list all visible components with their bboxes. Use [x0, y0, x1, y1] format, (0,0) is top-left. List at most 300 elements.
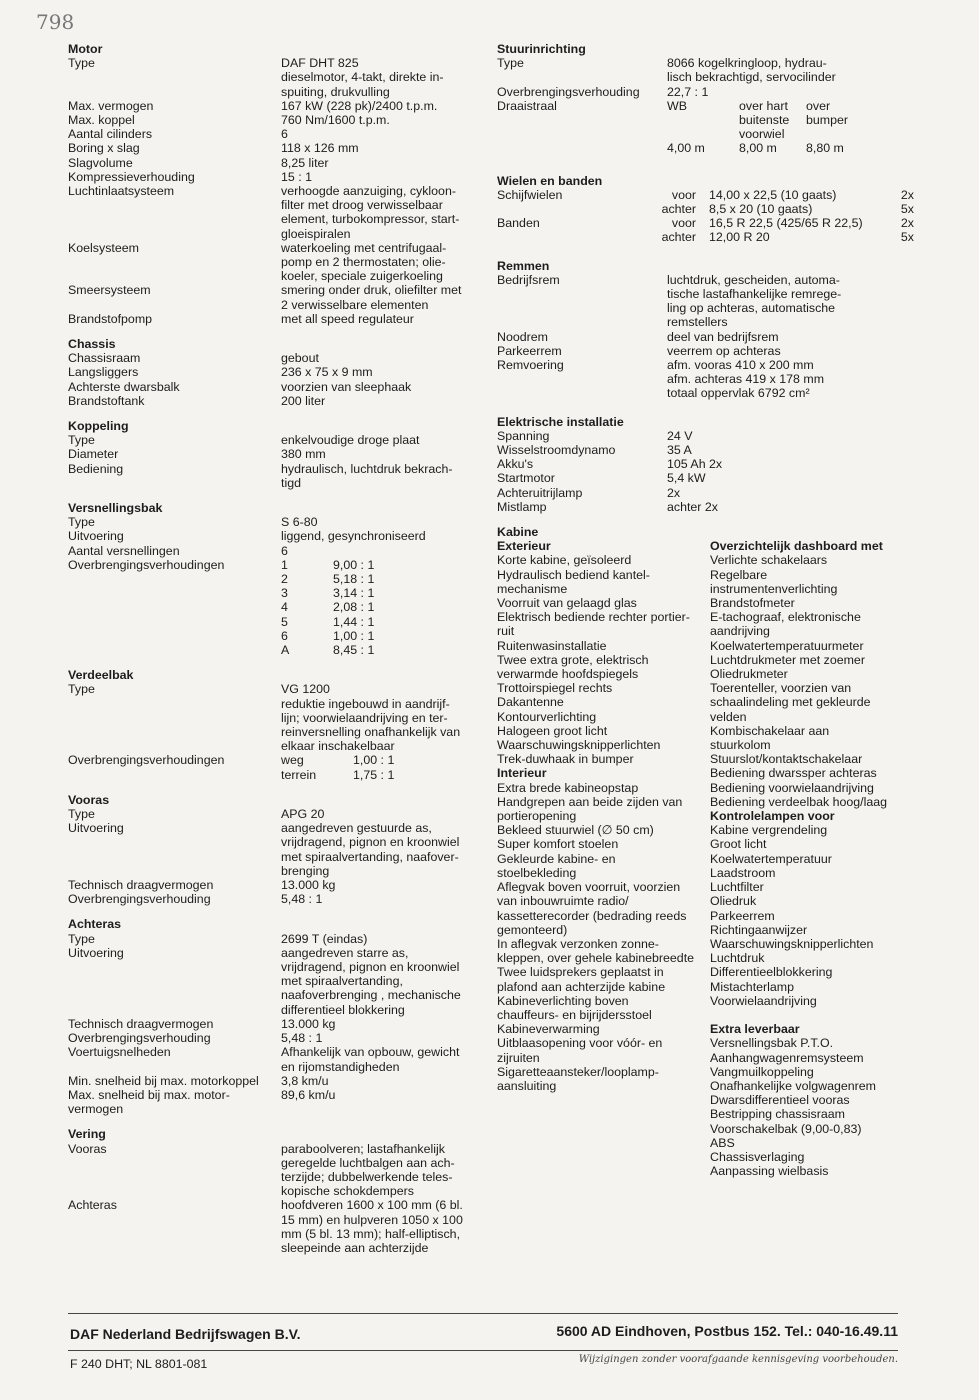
left-spec-column — [68, 42, 478, 1266]
spec-label: Brandstoftank — [68, 393, 145, 408]
spec-value — [281, 99, 473, 113]
cabin-item: Kabine vergrendeling — [710, 823, 828, 838]
verdeelbak-section — [68, 668, 478, 782]
footer-bottom-rule — [68, 1350, 898, 1351]
spec-value-line: Afhankelijk van opbouw, gewicht — [281, 1045, 460, 1060]
cabin-item: aansluiting — [497, 1078, 557, 1093]
spec-value — [667, 443, 912, 457]
ratio-value: 2,08 : 1 — [333, 600, 375, 615]
spec-row — [497, 486, 917, 500]
spec-value-line: hoofdveren 1600 x 100 mm (6 bl. — [281, 1198, 463, 1213]
ratio-row — [281, 753, 473, 767]
cabin-item: Kontourverlichting — [497, 709, 597, 724]
cabin-subheading: Kontrolelampen voor — [710, 809, 835, 824]
spec-value — [281, 170, 473, 184]
cabin-item: Super komfort stoelen — [497, 837, 619, 852]
spec-label: Boring x slag — [68, 141, 140, 156]
spec-value — [281, 56, 473, 99]
spec-row — [68, 127, 478, 141]
ratio-gear: terrein — [281, 767, 317, 782]
spec-value-line: 22,7 : 1 — [667, 84, 709, 99]
spec-label: Type — [497, 56, 524, 71]
spec-value-line: 13.000 kg — [281, 1016, 336, 1031]
cabin-item: Halogeen groot licht — [497, 723, 608, 738]
cabin-item: In aflegvak verzonken zonne- — [497, 936, 659, 951]
wheels-row — [497, 202, 917, 216]
spec-label: Bediening — [68, 461, 124, 476]
cabin-item: Voorschakelbak (9,00-0,83) — [710, 1121, 862, 1136]
spec-value — [281, 433, 473, 447]
ratio-row — [281, 572, 473, 586]
spec-value — [281, 946, 473, 1017]
motor-heading: Motor — [68, 42, 103, 56]
ratio-value: 9,00 : 1 — [333, 557, 375, 572]
cabin-item: zijruiten — [497, 1050, 540, 1065]
spec-label: Akku's — [497, 457, 534, 472]
cabin-item: Aanpassing wielbasis — [710, 1164, 829, 1179]
cabin-item: ruit — [497, 624, 515, 639]
spec-row — [68, 241, 478, 284]
spec-row — [497, 85, 917, 99]
spec-label: Max. snelheid bij max. motor- vermogen — [68, 1087, 230, 1117]
turning-table-row — [667, 127, 912, 141]
cabin-section — [497, 525, 917, 1178]
cabin-item: Kabineverwarming — [497, 1022, 600, 1037]
spec-value — [281, 529, 473, 543]
cabin-item: Oliedrukmeter — [710, 667, 788, 682]
spec-label: Overbrengingsverhouding — [68, 1031, 211, 1046]
spec-value-line: met spiraalvertanding, naafover- — [281, 849, 459, 864]
spec-value — [281, 394, 473, 408]
spec-value-line: VG 1200 — [281, 682, 330, 697]
spec-value-line: 5,48 : 1 — [281, 892, 323, 907]
cabin-item: Twee extra grote, elektrisch — [497, 652, 649, 667]
spec-label: Mistlamp — [497, 499, 547, 514]
wheels-label: Schijfwielen — [497, 187, 563, 202]
cabin-item: Aflegvak boven voorruit, voorzien — [497, 880, 681, 895]
spec-value-line: deel van bedrijfsrem — [667, 329, 779, 344]
cabin-item: Bestripping chassisraam — [710, 1107, 845, 1122]
spec-label: Type — [68, 515, 95, 530]
vering-section — [68, 1127, 478, 1255]
cabin-item: mechanisme — [497, 581, 568, 596]
spec-row — [68, 113, 478, 127]
cabin-item: Trottoirspiegel rechts — [497, 681, 613, 696]
cabin-item: Sigaretteaansteker/looplamp- — [497, 1064, 659, 1079]
cabin-item: Korte kabine, geïsoleerd — [497, 553, 632, 568]
spec-value — [281, 682, 473, 753]
spec-label: Type — [68, 807, 95, 822]
spec-value-line: brenging — [281, 863, 330, 878]
spec-label: Uitvoering — [68, 529, 124, 544]
spec-value-line: totaal oppervlak 6792 cm² — [667, 386, 810, 401]
spec-value — [281, 1031, 473, 1045]
cabin-item: Vangmuilkoppeling — [710, 1064, 814, 1079]
spec-row — [68, 447, 478, 461]
spec-value-line: 6 — [281, 543, 288, 558]
spec-value-line: S 6-80 — [281, 515, 318, 530]
spec-value-line: luchtdruk, gescheiden, automa- — [667, 272, 840, 287]
spec-label: Technisch draagvermogen — [68, 878, 214, 893]
spec-value-line: 24 V — [667, 428, 693, 443]
spec-value-line: spuiting, drukvulling — [281, 84, 390, 99]
spec-label: Overbrengingsverhouding — [68, 892, 211, 907]
spec-value-line: met spiraalvertanding, — [281, 974, 403, 989]
spec-value — [281, 365, 473, 379]
turning-cell: 8,00 m — [739, 141, 777, 156]
cabin-item: Regelbare — [710, 567, 768, 582]
spec-value-line: 35 A — [667, 443, 692, 458]
cabin-item: Koelwatertemperatuurmeter — [710, 638, 864, 653]
spec-value — [667, 471, 912, 485]
spec-row — [68, 433, 478, 447]
spec-row — [497, 471, 917, 485]
cabin-right-list — [710, 539, 915, 1178]
footer-address: 5600 AD Eindhoven, Postbus 152. Tel.: 040-16.49.11 — [556, 1323, 898, 1339]
turning-table-row — [667, 141, 912, 155]
cabin-item: Kombischakelaar aan — [710, 723, 830, 738]
cabin-item: Trek-duwhaak in bumper — [497, 752, 634, 767]
spec-value-line: 8066 kogelkringloop, hydrau- — [667, 56, 827, 71]
spec-value-line: 118 x 126 mm — [281, 141, 359, 156]
spec-value-line: terzijde; dubbelwerkende teles- — [281, 1169, 453, 1184]
brakes-heading: Remmen — [497, 258, 550, 273]
cabin-item: Handgrepen aan beide zijden van — [497, 794, 683, 809]
spec-row — [68, 515, 478, 529]
cabin-item: Onafhankelijke volgwagenrem — [710, 1078, 876, 1093]
brakes-section — [497, 259, 917, 401]
versnellingsbak-section — [68, 501, 478, 657]
spec-row — [68, 394, 478, 408]
vering-heading: Vering — [68, 1127, 106, 1142]
spec-row — [68, 380, 478, 394]
turning-circle-row — [497, 99, 917, 156]
spec-value-line: 3,8 km/u — [281, 1073, 329, 1088]
spec-value — [667, 429, 912, 443]
spec-value-line: tigd — [281, 475, 301, 490]
cabin-item: Parkeerrem — [710, 908, 775, 923]
wheels-label — [497, 230, 639, 244]
wheels-row — [497, 216, 917, 230]
spec-value — [667, 457, 912, 471]
ratio-row — [281, 615, 473, 629]
turning-cell: 8,80 m — [806, 141, 844, 156]
cabin-item: Ruitenwasinstallatie — [497, 638, 607, 653]
cabin-item: Toerenteller, voorzien van — [710, 681, 852, 696]
cabin-item: portieropening — [497, 809, 577, 824]
cabin-item: Brandstofmeter — [710, 596, 795, 611]
spec-value — [281, 351, 473, 365]
cabin-item: Hydraulisch bediend kantel- — [497, 567, 650, 582]
spec-label: Type — [68, 433, 95, 448]
electrical-heading: Elektrische installatie — [497, 414, 624, 429]
spec-label: Slagvolume — [68, 155, 133, 170]
chassis-section — [68, 337, 478, 408]
spec-label: Aantal versnellingen — [68, 543, 180, 558]
turning-table-row — [667, 113, 912, 127]
spec-row — [68, 821, 478, 878]
steering-heading: Stuurinrichting — [497, 42, 586, 56]
ratio-value: 1,44 : 1 — [333, 614, 375, 629]
spec-value-line: enkelvoudige droge plaat — [281, 433, 420, 448]
spec-value — [281, 141, 473, 155]
spec-value-line: aangedreven starre as, — [281, 945, 409, 960]
spec-label: Noodrem — [497, 329, 548, 344]
cabin-item — [710, 1008, 915, 1022]
wheels-section — [497, 174, 917, 245]
ratio-value: 5,18 : 1 — [333, 572, 375, 587]
wheels-row — [497, 230, 917, 244]
spec-row — [68, 892, 478, 906]
spec-value — [667, 56, 912, 84]
spec-value — [281, 558, 473, 657]
cabin-item: schaalindeling met gekleurde — [710, 695, 871, 710]
spec-row — [497, 273, 917, 330]
spec-row — [68, 682, 478, 753]
spec-value — [281, 113, 473, 127]
turning-cell: bumper — [806, 113, 849, 127]
cabin-subheading: Overzichtelijk dashboard met — [710, 539, 883, 554]
cabin-item: kleppen, over gehele kabinebreedte — [497, 951, 695, 966]
wheels-heading: Wielen en banden — [497, 173, 603, 188]
spec-row — [497, 344, 917, 358]
spec-label: Parkeerrem — [497, 343, 562, 358]
spec-label: Type — [68, 931, 95, 946]
spec-row — [68, 462, 478, 490]
turning-cell: over — [806, 98, 831, 113]
spec-value — [281, 1074, 473, 1088]
cabin-item: Waarschuwingsknipperlichten — [497, 738, 661, 753]
wheels-row — [497, 188, 917, 202]
vooras-heading: Vooras — [68, 792, 110, 807]
wheels-position: voor — [671, 216, 696, 231]
spec-label: Max. vermogen — [68, 98, 154, 113]
verdeelbak-heading: Verdeelbak — [68, 668, 134, 683]
ratio-gear: weg — [281, 753, 304, 768]
spec-value — [667, 358, 912, 401]
ratio-row — [281, 558, 473, 572]
spec-value-line: koeler, speciale zuigerkoeling — [281, 269, 443, 284]
cabin-item: Bediening verdeelbak hoog/laag — [710, 794, 888, 809]
cabin-item: stuurkolom — [710, 738, 771, 753]
spec-row — [68, 184, 478, 241]
spec-label: Brandstofpomp — [68, 311, 153, 326]
spec-value — [281, 1088, 473, 1116]
spec-value-line: 15 : 1 — [281, 169, 313, 184]
spec-value-line: 2 verwisselbare elementen — [281, 297, 429, 312]
cabin-item: van inbouwruimte radio/ — [497, 894, 629, 909]
spec-value — [281, 753, 473, 781]
spec-value-line: gloeispiralen — [281, 226, 351, 241]
cabin-item: Versnellingsbak P.T.O. — [710, 1036, 834, 1051]
wheels-position: achter — [661, 202, 696, 216]
spec-value-line: hydraulisch, luchtdruk bekrach- — [281, 461, 453, 476]
spec-value-line: 2x — [667, 485, 681, 500]
electrical-section — [497, 415, 917, 514]
spec-label: Max. koppel — [68, 113, 135, 127]
spec-value-line: verhoogde aanzuiging, cykloon- — [281, 184, 456, 199]
koppeling-section — [68, 419, 478, 490]
cabin-item: Groot licht — [710, 837, 767, 852]
spec-value-line: paraboolveren; lastafhankelijk — [281, 1141, 445, 1156]
spec-row — [68, 312, 478, 326]
motor-section — [68, 42, 478, 326]
cabin-item: gemonteerd) — [497, 922, 568, 937]
spec-row — [68, 1088, 478, 1116]
spec-value-line: waterkoeling met centrifugaal- — [281, 240, 447, 255]
spec-row — [497, 500, 917, 514]
spec-label: Technisch draagvermogen — [68, 1016, 214, 1031]
spec-value-line: 5,48 : 1 — [281, 1031, 323, 1046]
spec-value — [281, 312, 473, 326]
ratio-gear: 3 — [281, 586, 288, 601]
spec-value-line: 15 mm) en hulpveren 1050 x 100 — [281, 1212, 463, 1227]
cabin-item: kassetterecorder (bedrading reeds — [497, 908, 687, 923]
spec-value-line: 8,25 liter — [281, 155, 329, 170]
spec-row — [68, 365, 478, 379]
cabin-item: Elektrisch bediende rechter portier- — [497, 610, 690, 625]
spec-label: Overbrengingsverhouding — [497, 84, 640, 99]
ratio-row — [281, 643, 473, 657]
spec-value — [281, 932, 473, 946]
spec-label: Startmotor — [497, 471, 555, 486]
cabin-item: Voorruit van gelaagd glas — [497, 596, 637, 611]
spec-row — [68, 170, 478, 184]
spec-value-line: tische lastafhankelijke remrege- — [667, 287, 842, 301]
wheels-size: 16,5 R 22,5 (425/65 R 22,5) — [709, 216, 863, 231]
spec-value-line: geregelde luchtbalgen aan ach- — [281, 1155, 455, 1170]
koppeling-heading: Koppeling — [68, 419, 129, 434]
spec-value — [667, 85, 912, 99]
spec-value-line: 200 liter — [281, 393, 326, 408]
spec-value-line: remstellers — [667, 315, 728, 330]
footer-disclaimer: Wijzigingen zonder voorafgaande kennisgeving voorbehouden. — [578, 1354, 898, 1365]
spec-row — [497, 56, 917, 84]
ratio-value: 3,14 : 1 — [333, 586, 375, 601]
cabin-item: Dwarsdifferentieel vooras — [710, 1093, 850, 1108]
spec-value — [281, 878, 473, 892]
page-number: 798 — [36, 10, 75, 34]
spec-row — [68, 351, 478, 365]
cabin-item: Verlichte schakelaars — [710, 553, 828, 568]
cabin-item: Mistachterlamp — [710, 979, 795, 994]
ratio-value: 1,75 : 1 — [353, 767, 395, 782]
spec-value — [281, 892, 473, 906]
cabin-item: plafond aan achterzijde kabine — [497, 979, 666, 994]
wheels-quantity: 5x — [900, 230, 914, 245]
ratio-gear: 4 — [281, 600, 288, 615]
spec-value — [281, 462, 473, 490]
spec-value-line: 380 mm — [281, 447, 326, 462]
chassis-heading: Chassis — [68, 337, 116, 352]
cabin-item: Extra brede kabineopstap — [497, 780, 639, 795]
wheels-size: 8,5 x 20 (10 gaats) — [709, 202, 813, 216]
cabin-item: Gekleurde kabine- en — [497, 851, 616, 866]
ratio-value: 1,00 : 1 — [353, 753, 395, 768]
spec-value — [667, 344, 912, 358]
spec-value-line: afm. vooras 410 x 200 mm — [667, 358, 814, 373]
spec-row — [68, 544, 478, 558]
cabin-heading: Kabine — [497, 525, 539, 540]
spec-label: Bedrijfsrem — [497, 272, 560, 287]
spec-value — [281, 807, 473, 821]
spec-value-line: reinversnelling onafhankelijk van — [281, 725, 461, 740]
spec-value — [667, 330, 912, 344]
spec-value-line: 105 Ah 2x — [667, 457, 723, 472]
spec-row — [68, 1031, 478, 1045]
spec-value — [281, 241, 473, 284]
ratio-gear: 1 — [281, 557, 288, 572]
turning-cell — [667, 127, 739, 141]
cabin-item: velden — [710, 709, 747, 724]
turning-cell: voorwiel — [739, 127, 785, 142]
spec-label: Achteruitrijlamp — [497, 485, 583, 500]
spec-label: Type — [68, 56, 95, 71]
spec-row — [68, 156, 478, 170]
cabin-subheading: Extra leverbaar — [710, 1022, 800, 1037]
spec-value-line: sleepeinde aan achterzijde — [281, 1240, 429, 1255]
spec-value-line: APG 20 — [281, 807, 325, 822]
cabin-item: stoelbekleding — [497, 865, 577, 880]
cabin-item: Kabineverlichting boven — [497, 993, 629, 1008]
spec-row — [497, 443, 917, 457]
spec-row — [68, 1142, 478, 1199]
spec-value-line: pomp en 2 thermostaten; olie- — [281, 255, 446, 270]
spec-value-line: lisch bekrachtigd, servocilinder — [667, 70, 836, 85]
cabin-item: Bediening voorwielaandrijving — [710, 780, 874, 795]
wheels-quantity: 5x — [900, 202, 914, 216]
spec-label: Uitvoering — [68, 821, 124, 836]
spec-value — [281, 1017, 473, 1031]
footer-document-code: F 240 DHT; NL 8801-081 — [70, 1357, 208, 1371]
spec-label: Overbrengingsverhoudingen — [68, 753, 225, 768]
footer-company: DAF Nederland Bedrijfswagen B.V. — [70, 1326, 301, 1342]
spec-value-line: kopische schokdempers — [281, 1184, 414, 1199]
cabin-item: chauffeurs- en bijrijdersstoel — [497, 1007, 652, 1022]
spec-value-line: met all speed regulateur — [281, 311, 414, 326]
spec-value — [281, 1142, 473, 1199]
spec-row — [497, 429, 917, 443]
achteras-section — [68, 917, 478, 1116]
cabin-item: Twee luidsprekers geplaatst in — [497, 965, 664, 980]
spec-label: Smeersysteem — [68, 283, 151, 298]
spec-row — [68, 558, 478, 657]
spec-row — [68, 932, 478, 946]
spec-value-line: DAF DHT 825 — [281, 56, 359, 71]
wheels-size: 14,00 x 22,5 (10 gaats) — [709, 187, 837, 202]
spec-row — [68, 1198, 478, 1255]
ratio-gear: A — [281, 643, 290, 658]
spec-label: Vooras — [68, 1141, 107, 1156]
wheels-position: achter — [661, 230, 696, 245]
cabin-item: verwarmde hoofdspiegels — [497, 667, 639, 682]
right-spec-column — [497, 42, 917, 1189]
spec-label: Koelsysteem — [68, 240, 139, 255]
spec-row — [68, 99, 478, 113]
wheels-label: Banden — [497, 216, 540, 231]
achteras-heading: Achteras — [68, 917, 122, 932]
spec-label: Achteras — [68, 1198, 117, 1213]
cabin-subheading: Interieur — [497, 766, 547, 781]
wheels-label — [497, 202, 639, 216]
ratio-gear: 2 — [281, 572, 288, 587]
spec-value-line: 167 kW (228 pk)/2400 t.p.m. — [281, 98, 438, 113]
ratio-value: 8,45 : 1 — [333, 643, 375, 658]
cabin-item: Koelwatertemperatuur — [710, 851, 832, 866]
spec-value — [281, 184, 473, 241]
spec-value-line: mm (5 bl. 13 mm); half-elliptisch, — [281, 1226, 461, 1241]
spec-row — [68, 283, 478, 311]
